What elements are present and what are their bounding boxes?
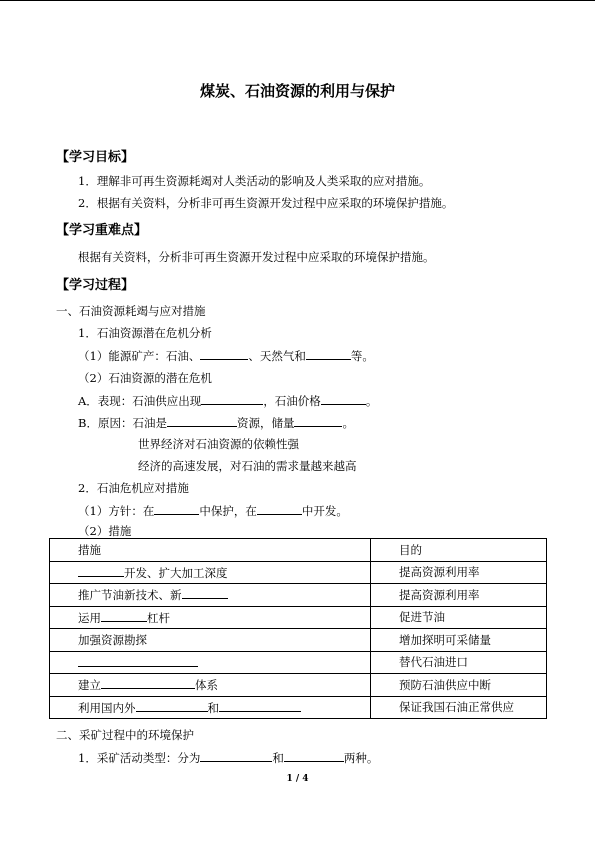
reason-1: 世界经济对石油资源的依赖性强 bbox=[138, 437, 299, 451]
table-row: 加强资源勘探 增加探明可采储量 bbox=[50, 629, 547, 652]
line-crisis: （2）石油资源的潜在危机 bbox=[78, 371, 212, 385]
table-row: 推广节油新技术、新 提高资源利用率 bbox=[50, 584, 547, 607]
line-policy: （1）方针：在 中保护，在 中开发。 bbox=[78, 504, 348, 518]
line-symptom: A．表现：石油供应出现 ，石油价格 。 bbox=[78, 394, 378, 408]
line-energy: （1）能源矿产：石油、 、天然气和 等。 bbox=[78, 349, 374, 363]
section-1-2: 2．石油危机应对措施 bbox=[78, 481, 189, 495]
table-row: 运用 杠杆 促进节油 bbox=[50, 606, 547, 629]
section-1-heading: 一、石油资源耗竭与应对措施 bbox=[56, 304, 206, 318]
table-row: 开发、扩大加工深度 提高资源利用率 bbox=[50, 561, 547, 584]
table-header-row bbox=[50, 539, 547, 562]
goal-2: 2．根据有关资料，分析非可再生资源开发过程中应采取的环境保护措施。 bbox=[78, 196, 454, 210]
goals-heading: 【学习目标】 bbox=[56, 150, 135, 165]
section-1-1: 1．石油资源潜在危机分析 bbox=[78, 326, 212, 340]
top-rule bbox=[0, 0, 595, 1]
table-row: 替代石油进口 bbox=[50, 651, 547, 674]
header-measure: 措施 bbox=[50, 539, 371, 562]
key-text: 根据有关资料，分析非可再生资源开发过程中应采取的环境保护措施。 bbox=[78, 250, 435, 264]
goal-1: 1．理解非可再生资源耗竭对人类活动的影响及人类采取的应对措施。 bbox=[78, 174, 431, 188]
page-title: 煤炭、石油资源的利用与保护 bbox=[199, 82, 395, 100]
reason-2: 经济的高速发展，对石油的需求量越来越高 bbox=[138, 459, 357, 473]
key-heading: 【学习重难点】 bbox=[56, 223, 148, 238]
line-mining: 1．采矿活动类型：分为 和 两种。 bbox=[78, 751, 379, 765]
table-row: 建立 体系 预防石油供应中断 bbox=[50, 674, 547, 697]
header-goal: 目的 bbox=[371, 539, 547, 562]
table-row: 利用国内外 和 保证我国石油正常供应 bbox=[50, 696, 547, 719]
process-heading: 【学习过程】 bbox=[56, 278, 135, 293]
page-number: 1 / 4 bbox=[286, 774, 309, 784]
line-cause: B．原因：石油是 资源，储量 。 bbox=[78, 416, 354, 430]
section-2-heading: 二、采矿过程中的环境保护 bbox=[56, 728, 194, 742]
measures-table bbox=[49, 538, 547, 719]
line-measures: （2）措施 bbox=[78, 524, 132, 538]
